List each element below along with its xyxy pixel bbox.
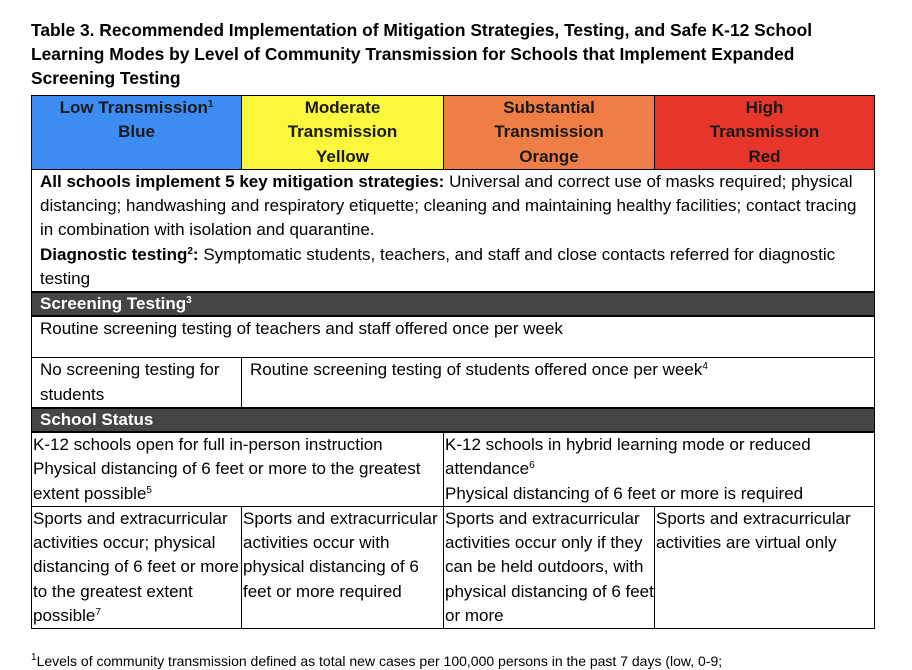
level-high-name-2: Transmission: [709, 122, 820, 142]
no-student-screening-cell: [32, 358, 242, 408]
screening-section-header: [32, 292, 875, 316]
diagnostic-lead: Diagnostic testing: [40, 244, 188, 264]
level-moderate-name: Moderate: [304, 98, 381, 117]
sports-moderate-cell: [242, 506, 444, 628]
status-section-header: [32, 408, 875, 432]
student-screening-cell: [242, 358, 875, 408]
staff-screening-text: Routine screening testing of teachers and staff offered once per week: [40, 319, 563, 339]
mitigation-text: Universal and correct use of masks required; physical distancing; handwashing and respiratory etiquette; cleaning and maintaining healthy facilities; contact tracing in combination with isolation and quarantine.: [40, 171, 857, 240]
diagnostic-colon: :: [192, 244, 199, 264]
level-moderate-cell: [242, 96, 444, 170]
open-status-line1: K-12 schools open for full in-person instruction: [33, 434, 383, 454]
level-substantial-name: Substantial: [503, 98, 595, 117]
level-high-name: High: [745, 98, 784, 117]
status-header-label: School Status: [40, 409, 154, 429]
status-section-row: [32, 408, 875, 432]
transmission-header-row: [32, 96, 875, 170]
screening-header-label: Screening Testing: [40, 294, 187, 314]
mitigation-lead: All schools implement 5 key mitigation strategies:: [40, 171, 445, 191]
mitigation-cell: [32, 169, 875, 292]
footnote-ref: 4: [702, 361, 708, 373]
table-caption: Table 3. Recommended Implementation of Mitigation Strategies, Testing, and Safe K-12 School Learning Modes by Level of Community Transmission for Schools that Implement Expanded Screening Testing: [31, 20, 813, 88]
sports-substantial-text: Sports and extracurricular activities occur only if they can be held outdoors, with physical distancing of 6 feet or more: [445, 508, 654, 626]
open-status-line2: Physical distancing of 6 feet or more to the greatest extent possible: [33, 459, 421, 503]
level-high-cell: [655, 96, 875, 170]
footnote-text: Levels of community transmission defined as total new cases per 100,000 persons in the past 7 days (low, 0-9;: [36, 653, 723, 669]
level-low-color: Blue: [118, 122, 155, 142]
footnote-ref: 6: [529, 460, 535, 472]
footnote-number: 1: [31, 652, 37, 663]
footnote-ref: 2: [187, 245, 193, 257]
staff-screening-cell: [32, 316, 875, 358]
sports-high-text: Sports and extracurricular activities are virtual only: [656, 508, 851, 553]
footnote-ref: 1: [207, 99, 214, 110]
footnote: [31, 652, 901, 670]
level-substantial-name-2: Transmission: [494, 122, 604, 142]
level-moderate-color: Yellow: [316, 146, 369, 166]
mitigation-row: [32, 169, 875, 292]
footnote-ref: 7: [95, 607, 101, 619]
diagnostic-text: Symptomatic students, teachers, and staff and close contacts referred for diagnostic testing: [40, 244, 836, 289]
footnote-ref: 3: [186, 295, 192, 307]
hybrid-status-line1: K-12 schools in hybrid learning mode or reduced attendance: [445, 434, 811, 479]
level-substantial-color: Orange: [519, 146, 579, 166]
no-student-screening-text: No screening testing for students: [40, 360, 220, 404]
hybrid-status-line2: Physical distancing of 6 feet or more is required: [445, 483, 804, 503]
level-moderate-name-2: Transmission: [287, 122, 398, 142]
mitigation-table: [31, 95, 875, 629]
student-screening-row: [32, 358, 875, 408]
sports-high-cell: [655, 506, 875, 628]
level-substantial-cell: [444, 96, 655, 170]
sports-low-cell: [32, 506, 242, 628]
screening-section-row: [32, 292, 875, 316]
sports-low-text: Sports and extracurricular activities occur; physical distancing of 6 feet or more to the greatest extent possible: [33, 508, 240, 626]
level-low-name: Low Transmission: [59, 98, 208, 117]
school-status-row: [32, 432, 875, 506]
open-status-cell: [32, 432, 444, 506]
student-screening-text: Routine screening testing of students offered once per week: [250, 360, 703, 380]
sports-substantial-cell: [444, 506, 655, 628]
sports-moderate-text: Sports and extracurricular activities occur with physical distancing of 6 feet or more required: [243, 508, 438, 601]
staff-screening-row: [32, 316, 875, 358]
level-low-cell: [32, 96, 242, 170]
footnote-ref: 5: [146, 484, 152, 496]
sports-row: [32, 506, 875, 628]
level-high-color: Red: [748, 146, 781, 166]
hybrid-status-cell: [444, 432, 875, 506]
